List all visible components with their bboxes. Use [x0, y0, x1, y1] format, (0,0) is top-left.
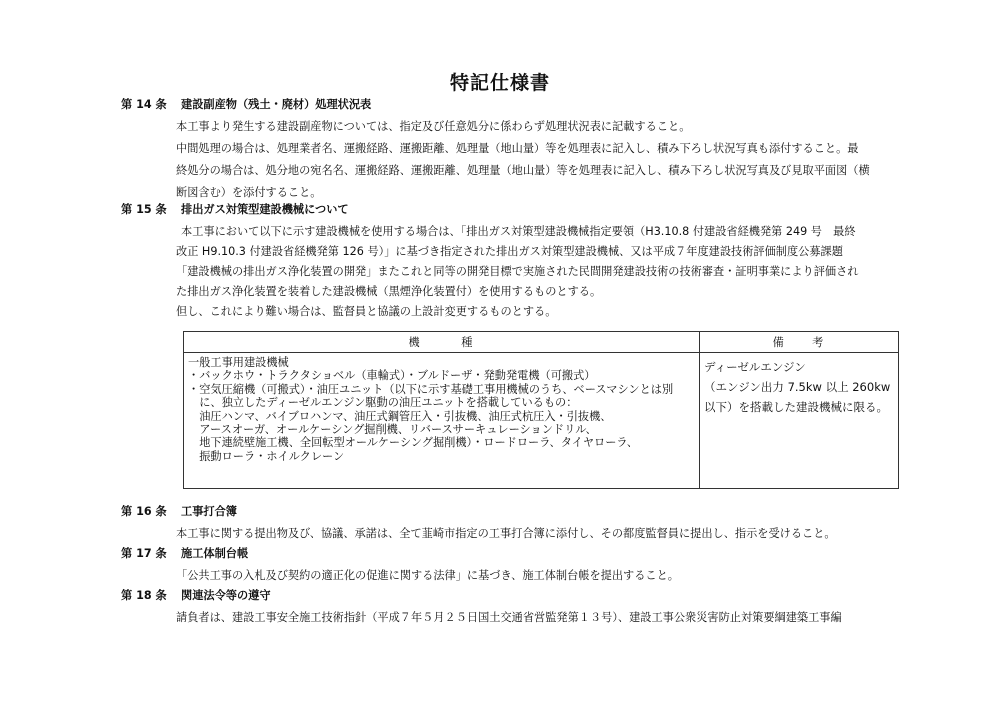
table-row	[184, 353, 899, 489]
header-machine-type: 機 種	[184, 332, 700, 353]
article-14-title: 建設副産物（残土・廃材）処理状況表	[181, 98, 372, 111]
article-15-line-1: 本工事において以下に示す建設機械を使用する場合は、「排出ガス対策型建設機械指定要領（H3.10.8 付建設省経機発第 249 号 最終	[181, 225, 856, 238]
article-15-line-2: 改正 H9.10.3 付建設省経機発第 126 号）」に基づき指定された排出ガス対策型建設機械、又は平成７年度建設技術評価制度公募課題	[176, 245, 843, 258]
header-remarks: 備 考	[700, 332, 899, 353]
machine-line: 油圧ハンマ、バイブロハンマ、油圧式鋼管圧入・引抜機、油圧式杭圧入・引抜機、	[188, 409, 612, 423]
machine-line: 地下連続壁施工機、全回転型オールケーシング掘削機）・ロードローラ、タイヤローラ、	[188, 436, 638, 450]
article-15-number: 第 15 条	[121, 203, 167, 216]
machine-line: に、独立したディーゼルエンジン駆動の油圧ユニットを搭載しているもの：	[188, 396, 578, 410]
article-17-number: 第 17 条	[121, 547, 167, 560]
article-15-line-4: た排出ガス浄化装置を装着した建設機械（黒煙浄化装置付）を使用するものとする。	[176, 285, 602, 298]
machine-list-cell	[184, 353, 700, 489]
article-17-line-1: 「公共工事の入札及び契約の適正化の促進に関する法律」に基づき、施工体制台帳を提出すること。	[176, 569, 679, 582]
article-16-line-1: 本工事に関する提出物及び、協議、承諾は、全て韮崎市指定の工事打合簿に添付し、その都度監督員に提出し、指示を受けること。	[176, 527, 836, 540]
remark-line: 以下）を搭載した建設機械に限る。	[704, 400, 888, 414]
article-15-line-5: 但し、これにより難い場合は、監督員と協議の上設計変更するものとする。	[176, 305, 557, 318]
machine-line: ・バックホウ・トラクタショベル（車輪式）・ブルドーザ・発動発電機（可搬式）	[188, 369, 596, 383]
machine-line: 一般工事用建設機械	[188, 356, 289, 369]
article-14-line-4: 断図含む）を添付すること。	[176, 186, 322, 199]
article-18-number: 第 18 条	[121, 589, 167, 602]
article-16-title: 工事打合簿	[181, 505, 237, 518]
remark-line: （エンジン出力 7.5kw 以上 260kw	[704, 380, 891, 394]
remark-line: ディーゼルエンジン	[704, 360, 806, 374]
article-14-line-2: 中間処理の場合は、処理業者名、運搬経路、運搬距離、処理量（地山量）等を処理表に記入し、積み下ろし状況写真も添付すること。最	[176, 142, 859, 155]
table-header-row	[184, 332, 899, 353]
machine-table	[183, 331, 899, 489]
document-title: 特記仕様書	[449, 72, 550, 94]
article-14-number: 第 14 条	[121, 98, 167, 111]
article-14-line-3: 終処分の場合は、処分地の宛名名、運搬経路、運搬距離、処理量（地山量）等を処理表に記入し、積み下ろし状況写真及び見取平面図（横	[176, 164, 870, 177]
remarks-cell	[700, 353, 899, 489]
article-16-number: 第 16 条	[121, 505, 167, 518]
article-18-title: 関連法令等の遵守	[181, 589, 271, 602]
article-15-line-3: 「建設機械の排出ガス浄化装置の開発」またこれと同等の開発目標で実施された民間開発建設技術の技術審査・証明事業により評価され	[176, 265, 859, 278]
machine-line: アースオーガ、オールケーシング掘削機、リバースサーキュレーションドリル、	[188, 423, 597, 437]
article-17-title: 施工体制台帳	[181, 547, 249, 560]
article-14-line-1: 本工事より発生する建設副産物については、指定及び任意処分に係わらず処理状況表に記載すること。	[176, 120, 691, 133]
machine-line: 振動ローラ・ホイルクレーン	[188, 449, 345, 463]
article-18-line-1: 請負者は、建設工事安全施工技術指針（平成７年５月２５日国土交通省営監発第１３号）、建設工事公衆災害防止対策要綱建築工事編	[176, 611, 842, 624]
article-15-title: 排出ガス対策型建設機械について	[181, 203, 349, 216]
machine-line: ・空気圧縮機（可搬式）・油圧ユニット（以下に示す基礎工事用機械のうち、ベースマシンとは別	[188, 382, 674, 396]
